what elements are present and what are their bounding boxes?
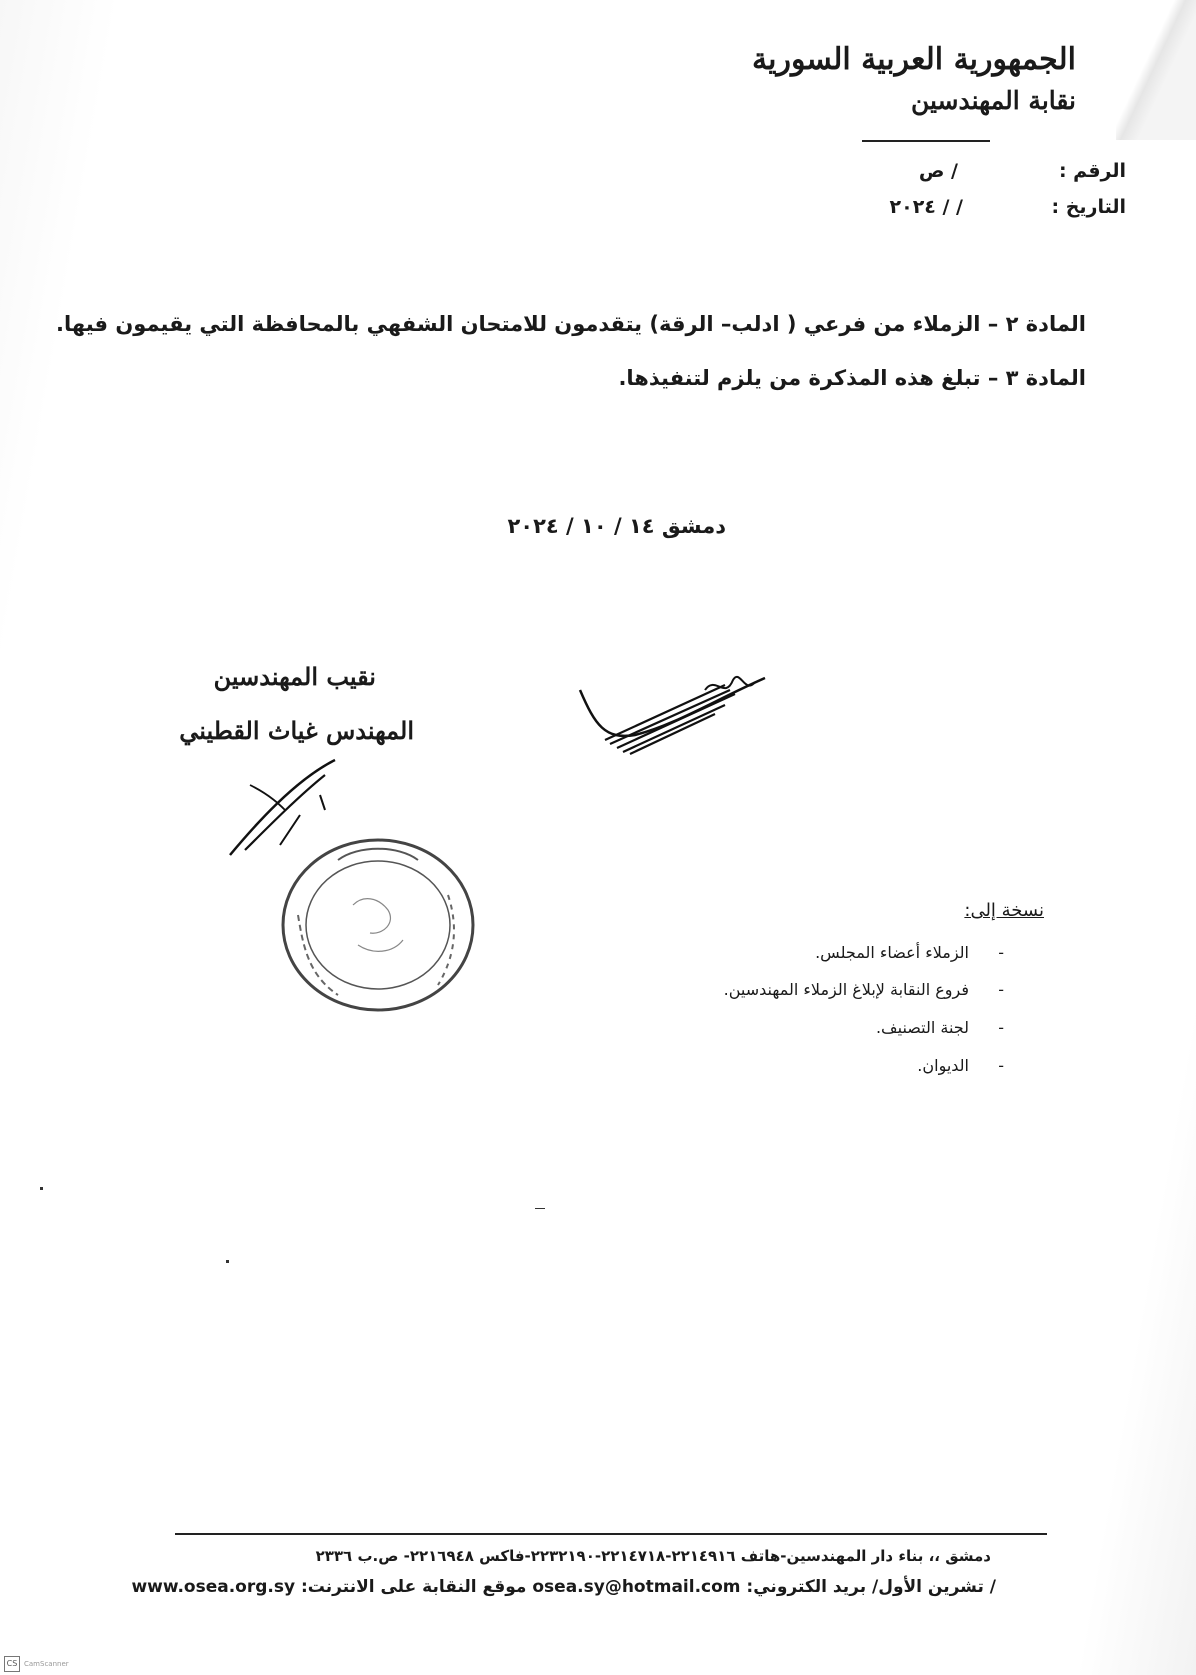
copy-recipient-text: فروع النقابة لإبلاغ الزملاء المهندسين. [723, 980, 969, 999]
copy-recipient-text: لجنة التصنيف. [875, 1018, 969, 1037]
list-dash: - [998, 1056, 1004, 1075]
copy-recipient [604, 980, 1004, 1004]
copy-recipient-text: الديوان. [917, 1056, 969, 1075]
header-country: الجمهورية العربية السورية [752, 42, 1076, 77]
list-dash: - [998, 943, 1004, 962]
article-2: المادة ٢ – الزملاء من فرعي ( ادلب– الرقة) يتقدمون للامتحان الشفهي بالمحافظة التي يقيمون فيها. [56, 312, 1086, 336]
reference-number-label: الرقم : [1058, 160, 1126, 182]
scanner-logo-icon: CS [4, 1656, 20, 1672]
scan-speck [535, 1208, 545, 1209]
scan-speck [226, 1260, 229, 1263]
place-and-date: دمشق ١٤ / ١٠ / ٢٠٢٤ [507, 514, 726, 538]
list-dash: - [998, 1018, 1004, 1037]
copy-recipient-text: الزملاء أعضاء المجلس. [815, 943, 969, 962]
reference-number-value: / ص [918, 160, 958, 182]
copies-heading: نسخة إلى: [964, 900, 1044, 921]
list-dash: - [998, 980, 1004, 999]
footer-address: دمشق ،، بناء دار المهندسين-هاتف ٢٢١٤٩١٦-٢٢١٤٧١٨-٢٢٣٢١٩٠-فاكس ٢٢١٦٩٤٨- ص.ب ٢٣٣٦ [315, 1547, 991, 1565]
footer-divider [175, 1533, 1047, 1535]
page-fold-shadow [1116, 0, 1196, 140]
signatory-title: نقيب المهندسين [213, 662, 376, 691]
copy-recipient [604, 943, 1004, 967]
reference-date-label: التاريخ : [1051, 196, 1126, 218]
signatory-name: المهندس غياث القطيني [179, 716, 414, 745]
handwritten-signature-right [575, 670, 775, 770]
header-organization: نقابة المهندسين [910, 86, 1076, 115]
scanner-caption: CamScanner [24, 1660, 69, 1668]
official-seal [278, 835, 478, 1015]
footer-contact: / تشرين الأول/ بريد الكتروني: osea.sy@hotmail.com موقع النقابة على الانترنت: www.osea.org.sy [131, 1577, 996, 1597]
copy-recipient [604, 1056, 1004, 1080]
reference-date-value: / / ٢٠٢٤ [889, 196, 963, 218]
header-divider [862, 140, 990, 142]
scan-speck [40, 1187, 43, 1190]
copy-recipient [604, 1018, 1004, 1042]
article-3: المادة ٣ – تبلغ هذه المذكرة من يلزم لتنفيذها. [618, 366, 1086, 390]
